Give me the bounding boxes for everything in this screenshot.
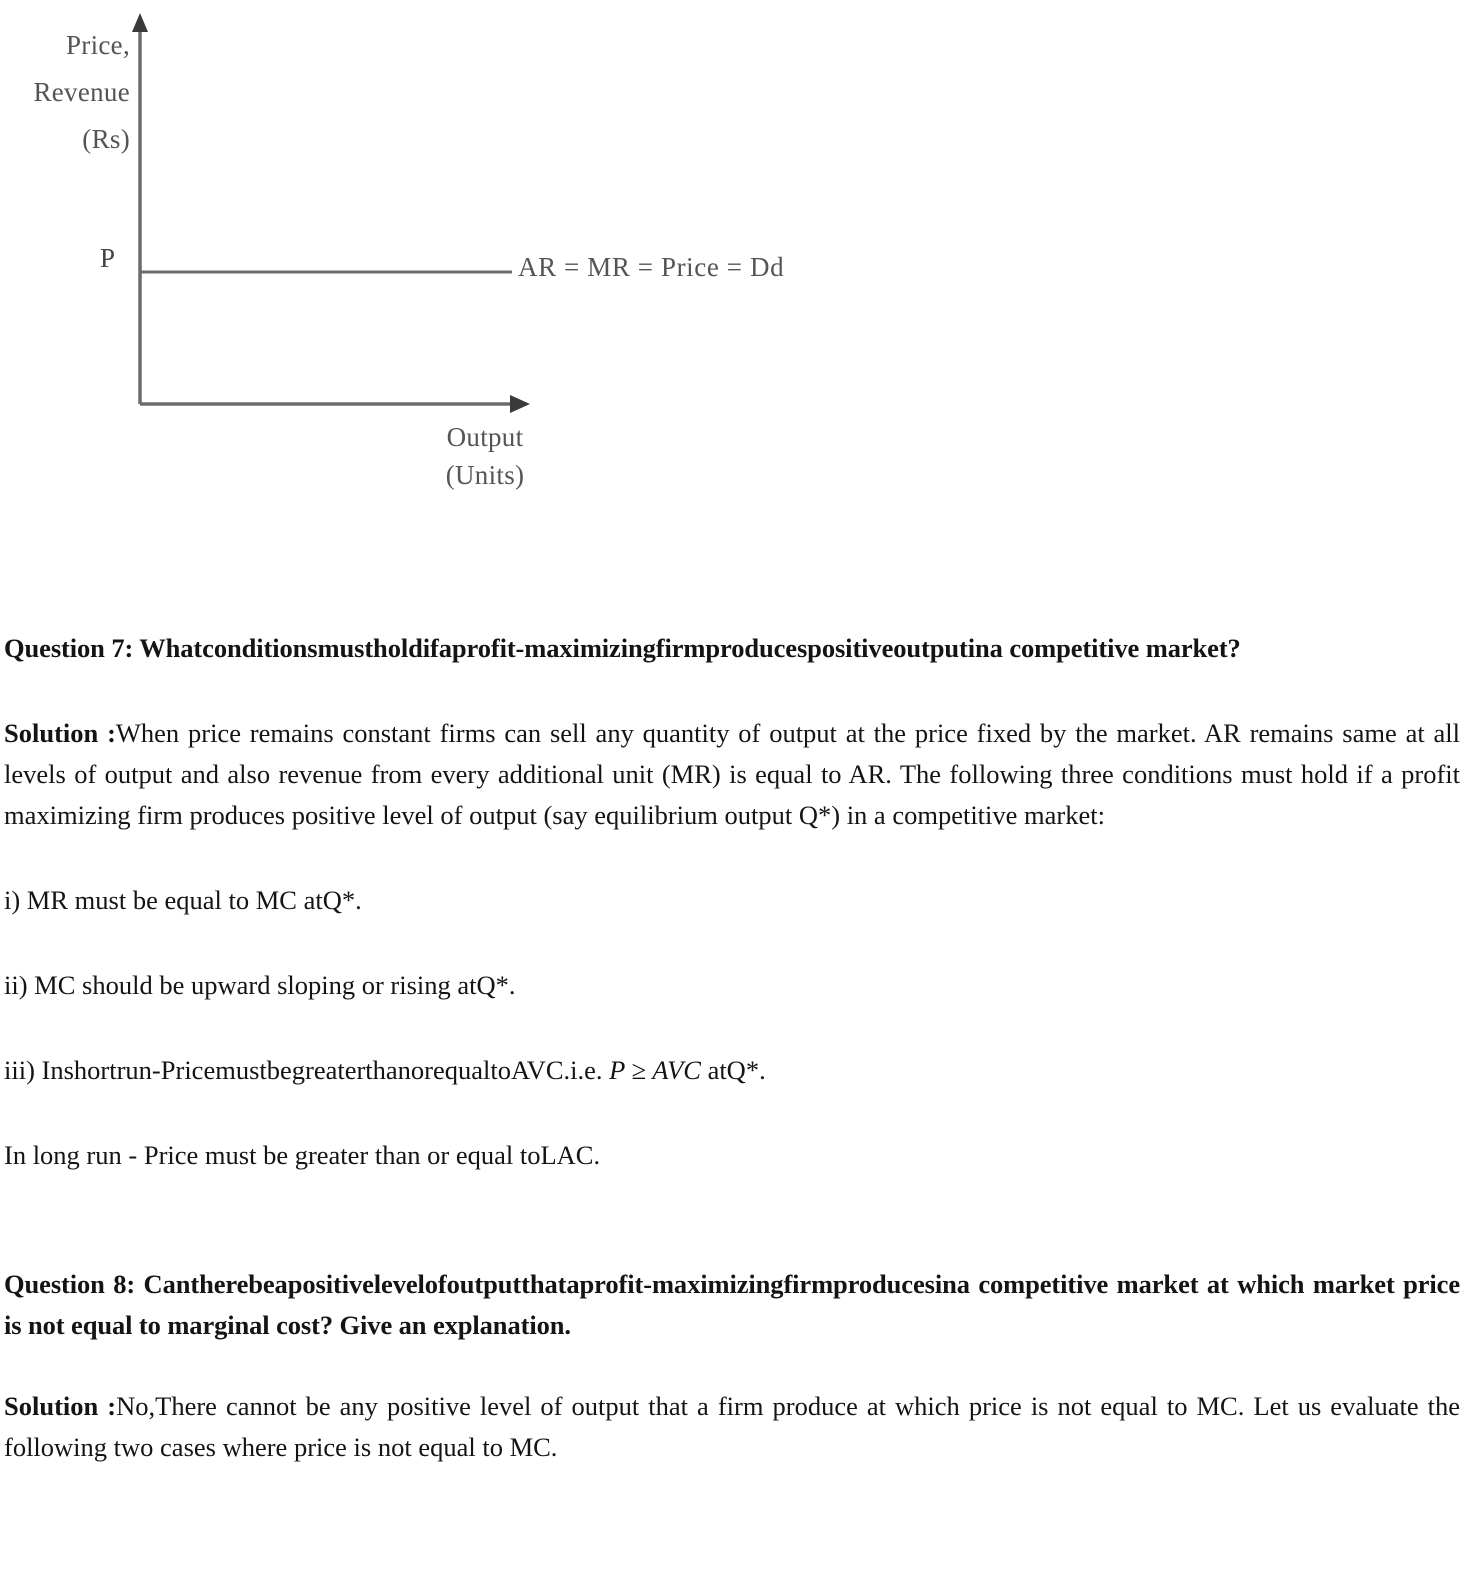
question-8-text: Cantherebeapositivelevelofoutputthataprofit-maximizingfirmproducesina competitive market at which market price is not equal to marginal cost? Give an explanation.: [4, 1269, 1461, 1340]
solution-8-paragraph: [4, 1386, 1460, 1468]
solution-7-text: When price remains constant firms can sell any quantity of output at the price fixed by the market. AR remains same at all levels of output and also revenue from every additional unit (MR) is equal to AR. The following three conditions must hold if a profit maximizing firm produces positive level of output (say equilibrium output Q*) in a competitive market:: [4, 718, 1460, 830]
condition-item-3-after: atQ*.: [700, 1055, 766, 1085]
condition-item-3-formula: P ≥ AVC: [609, 1055, 701, 1085]
price-level-marker-label: P: [100, 243, 116, 273]
solution-8-text: No,There cannot be any positive level of output that a firm produce at which price is not equal to MC. Let us evaluate the following two cases where price is not equal to MC.: [4, 1391, 1460, 1462]
x-axis-label-line-2: (Units): [445, 460, 525, 490]
y-axis-label-line-2: Revenue: [33, 77, 130, 107]
x-axis-label-line-1: Output: [446, 422, 524, 452]
x-axis-label: [410, 418, 560, 494]
question-8-label: Question 8:: [4, 1269, 136, 1299]
perfect-competition-diagram: [0, 0, 900, 520]
y-axis-label: [0, 22, 130, 163]
y-axis-label-line-1: Price,: [65, 30, 130, 60]
x-axis-arrowhead: [510, 395, 530, 413]
question-7-heading: [4, 628, 1460, 669]
document-body: [4, 628, 1460, 1468]
y-axis-arrowhead: [132, 13, 148, 32]
question-7-label: Question 7:: [4, 633, 134, 663]
condition-item-2: ii) MC should be upward sloping or rising atQ*.: [4, 970, 516, 1000]
condition-item-3-before: iii) Inshortrun-PricemustbegreaterthanorequaltoAVC.i.e.: [4, 1055, 610, 1085]
long-run-condition: In long run - Price must be greater than or equal toLAC.: [4, 1140, 601, 1170]
condition-item-1: i) MR must be equal to MC atQ*.: [4, 885, 362, 915]
y-axis-label-line-3: (Rs): [82, 124, 130, 154]
solution-8-lead: Solution :: [4, 1391, 117, 1421]
question-8-heading: [4, 1264, 1460, 1346]
condition-item-3: [4, 1050, 1460, 1091]
demand-curve-label: AR = MR = Price = Dd: [518, 252, 785, 282]
question-7-text: Whatconditionsmustholdifaprofit-maximizingfirmproducespositiveoutputina competitive market?: [133, 633, 1241, 663]
solution-7-paragraph: [4, 713, 1460, 836]
solution-7-lead: Solution :: [4, 718, 116, 748]
